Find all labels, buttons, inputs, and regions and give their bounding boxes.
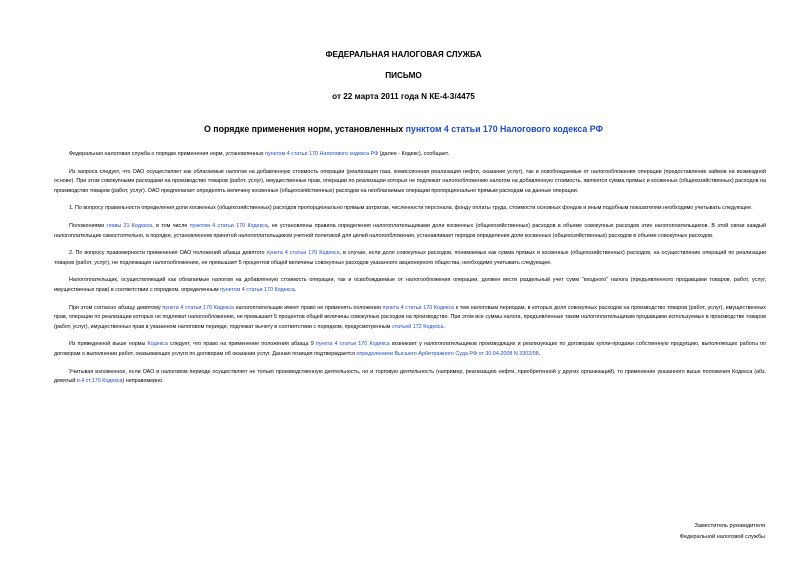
paragraph-question-1: 1. По вопросу правильности определения доли косвенных (общехозяйственных) расходов пропорционально прямым затратам, численности персонала, фонду оплаты труда, стоимости основных фондов и иным подобным показателям необходимо учитывать следующее.	[69, 205, 753, 212]
paragraph-court-position	[54, 340, 766, 359]
law-link[interactable]: пункта 4 статьи 170 Кодекса	[315, 341, 390, 348]
text-run: возникает у налогоплательщиков производящих и реализующих по договорам купли-продажи собственную продукцию, выполняющих работы по договорам о выполнении работ, оказывающих услуги по договорам об оказании услуг. Данная позиция подтверждается	[54, 341, 767, 357]
law-link[interactable]: пунктом 4 статьи 170 Кодекса	[189, 222, 268, 229]
law-link[interactable]: п.4 ст.170 Кодекса	[76, 378, 123, 385]
text-run: , в случае, если доля совокупных расходов, понимаемых как сумма прямых и косвенных (общехозяйственных) расходов, на осуществление операций по реализации товаров (работ, услуг), не подлежащих налогообложению, не превышает 5 процентов общей величины совокупных расходов указанного акционерного общества, необходимо учитывать следующее.	[54, 250, 766, 266]
paragraph-question-2	[54, 249, 766, 268]
text-run: При этом согласно абзацу девятому	[69, 304, 163, 311]
agency-heading: ФЕДЕРАЛЬНАЯ НАЛОГОВАЯ СЛУЖБА	[325, 50, 482, 59]
law-link[interactable]: Кодекса	[147, 341, 168, 348]
law-link[interactable]: пункта 4 статьи 170 Кодекса	[382, 304, 455, 311]
court-ruling-link[interactable]: определением Высшего Арбитражного Суда РФ от 30.04.2008 N 3302/08	[356, 350, 539, 357]
subject-text: О порядке применения норм, установленных	[203, 124, 406, 134]
text-run: Учитывая изложенное, если ОАО в налоговом периоде осуществляет не только производственную деятельность, но и торговую деятельность (например, реализацию нефти, приобретенной у других организаций), то применение указанного выше положения Кодекса (абз. девятый	[54, 368, 766, 385]
text-run: Налогоплательщик, осуществляющий как облагаемые налогом на добавленную стоимость операции, так и освобождаемые от налогообложения операции, должен вести раздельный учет сумм "входного" налога (предъявленного продавцами товаров, работ, услуг, имущественных прав) в соответствии с порядком, определенным	[54, 277, 766, 293]
paragraph-provisions	[54, 222, 766, 241]
document-type: ПИСЬМО	[385, 71, 422, 80]
paragraph-intro	[54, 150, 766, 160]
text-run: 2. По вопросу правомерности применения ОАО положений абзаца девятого	[69, 250, 267, 257]
law-link[interactable]: статьей 172 Кодекса	[391, 323, 444, 330]
paragraph-request: Из запроса следует, что ОАО осуществляет как облагаемые налогом на добавленную стоимость операции (реализация газа, комиссионная реализация нефти, оказание услуг), так и освобождаемые от налогообложения операции (предоставление займов на возмездной основе). При этом совокупными расходами на производство товаров (работ, услуг), имущественных прав, операции по реализации которых не подлежат налогообложению налогом на добавленную стоимость, являются сумма прямых и косвенных (общехозяйственных) расходов на производство товаров (работ, услуг). ОАО предполагает определять величину косвенных (общехозяйственных) расходов на необлагаемые операции пропорционально прямым расходам на данные операции.	[54, 168, 766, 194]
signature-title: Заместитель руководителя	[694, 523, 765, 529]
paragraph-conclusion	[54, 368, 766, 387]
law-link[interactable]: пункта 4 статьи 170 Кодекса	[162, 304, 234, 311]
subject-link[interactable]: пунктом 4 статьи 170 Налогового кодекса РФ	[405, 124, 603, 134]
text-run: ) неправомерно.	[122, 378, 164, 385]
law-link[interactable]: пункта 4 статьи 170 Кодекса	[266, 250, 340, 257]
paragraph-separate-accounting	[54, 276, 766, 295]
text-run: (далее - Кодекс), сообщает.	[378, 151, 450, 157]
law-link[interactable]: главы 21 Кодекса	[106, 222, 153, 229]
text-run: к тем налоговым периодам, в которых доля совокупных расходов на производство товаров (работ, услуг), имущественных прав, операции по реализации которых не подлежат налогообложению, не превышает 5 процентов общей величины совокупных расходов на производство. При этом все суммы налога, предъявленные таким налогоплательщикам продавцами используемых в производстве товаров (работ, услуг), имущественных прав в указанном налоговом периоде, подлежат вычету в соответствии с порядком, предусмотренным	[54, 304, 766, 330]
text-run: следует, что право на применение положения абзаца 9	[167, 341, 316, 348]
document-subject	[0, 124, 807, 134]
text-run: Из приведенной выше нормы	[69, 341, 148, 348]
paragraph-five-percent-rule	[54, 304, 766, 333]
text-run: .	[294, 286, 297, 293]
signature-organization: Федеральной налоговой службы	[679, 534, 765, 540]
signature-block	[545, 521, 765, 543]
text-run: Положениями	[69, 222, 107, 229]
text-run: .	[538, 350, 541, 357]
document-date-number: от 22 марта 2011 года N КЕ-4-3/4475	[332, 92, 475, 101]
document-body	[54, 150, 766, 395]
text-run: , в том числе	[152, 222, 190, 229]
law-link[interactable]: пунктом 4 статьи 170 Кодекса	[220, 286, 295, 293]
law-link[interactable]: пунктом 4 статьи 170 Налогового кодекса РФ	[265, 151, 379, 157]
text-run: , не установлены правила определения налогоплательщиками доли косвенных (общехозяйственных) расходов в объеме совокупных расходов этих налогоплательщиков. В этой связи каждый налогоплательщик самостоятельно, в порядке, установленном принятой налогоплательщиком учетной политикой для целей налогообложения, устанавливает порядок определения доли косвенных (общехозяйственных) расходов в объеме совокупных расходов.	[54, 222, 767, 239]
text-run: Федеральная налоговая служба о порядке применения норм, установленных	[69, 151, 266, 157]
text-run: .	[443, 323, 445, 330]
text-run: налогоплательщик имеет право не применять положения	[233, 304, 383, 311]
